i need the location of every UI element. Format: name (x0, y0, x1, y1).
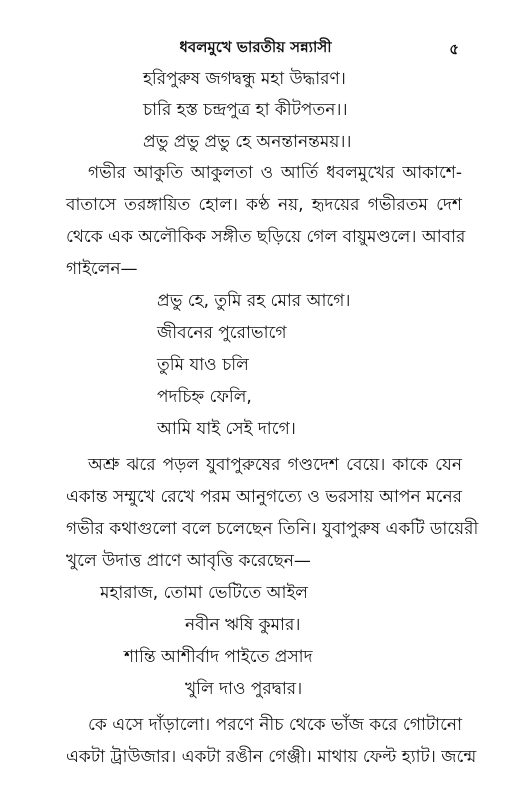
paragraph-line: কে এসে দাঁড়ালো। পরণে নীচ থেকে ভাঁজ করে গোটানো (88, 715, 462, 735)
running-header-title: ধবলমুখে ভারতীয় সন্ন্যাসী (179, 38, 332, 56)
verse-line: প্রভু হে, তুমি রহ মোর আগে। (157, 291, 351, 311)
verse-line: খুলি দাও পুরদ্বার। (185, 679, 303, 699)
verse-line: হরিপুরুষ জগদ্বন্ধু মহা উদ্ধারণ। (143, 69, 346, 89)
paragraph-line: খুলে উদাত্ত প্রাণে আবৃত্তি করেছেন— (66, 551, 311, 571)
paragraph-line: একটা ট্রাউজার। একটা রঙীন গেঞ্জী। মাথায় ফেল্ট হ্যাট। জন্মে (66, 747, 477, 767)
verse-line: জীবনের পুরোভাগে (157, 323, 287, 343)
paragraph-line: একান্ত সম্মুখে রেখে পরম আনুগত্যে ও ভরসায় আপন মনের (66, 487, 462, 507)
paragraph-line: গভীর কথাগুলো বলে চলেছেন তিনি। যুবাপুরুষ একটি ডায়েরী (66, 519, 479, 539)
paragraph-line: বাতাসে তরঙ্গায়িত হোল। কণ্ঠ নয়, হৃদয়ের গভীরতম দেশ (66, 195, 462, 215)
verse-line: তুমি যাও চলি (157, 355, 249, 375)
verse-line: আমি যাই সেই দাগে। (157, 419, 296, 439)
verse-line: শান্তি আশীর্বাদ পাইতে প্রসাদ (124, 647, 313, 667)
page-number: ৫ (449, 40, 459, 58)
paragraph-line: গভীর আকুতি আকুলতা ও আর্তি ধবলমুখের আকাশে- (88, 163, 462, 183)
verse-line: প্রভু প্রভু প্রভু হে অনন্তানন্তময়।। (143, 132, 352, 152)
paragraph-line: অশ্রু ঝরে পড়ল যুবাপুরুষের গণ্ডদেশ বেয়ে। কাকে যেন (88, 455, 462, 475)
verse-line: নবীন ঋষি কুমার। (185, 615, 301, 635)
verse-line: পদচিহ্ন ফেলি, (157, 387, 252, 407)
verse-line: মহারাজ, তোমা ভেটিতে আইল (100, 583, 308, 603)
paragraph-line: থেকে এক অলৌকিক সঙ্গীত ছড়িয়ে গেল বায়ুমণ্ডলে। আবার (66, 227, 466, 247)
verse-line: চারি হস্ত চন্দ্রপুত্র হা কীটপতন।। (143, 100, 348, 120)
paragraph-line: গাইলেন— (66, 259, 138, 279)
